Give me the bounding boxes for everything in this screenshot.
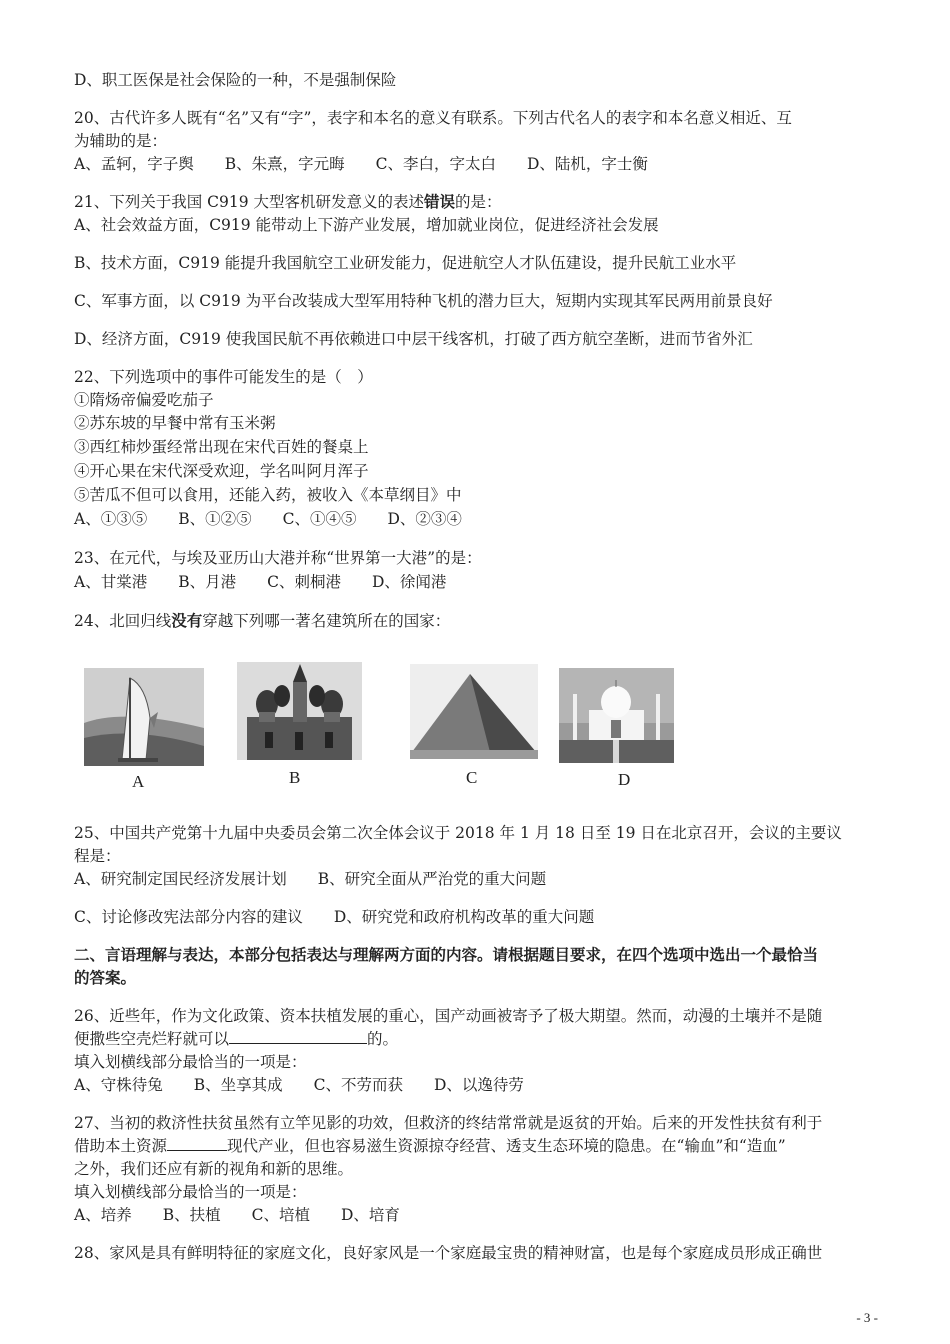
q19-option-d: D、职工医保是社会保险的一种，不是强制保险 [74,71,397,89]
q27-stem-line3: 之外，我们还应有新的视角和新的思维。 [74,1160,354,1178]
q22-statement-4: ④开心果在宋代深受欢迎，学名叫阿月浑子 [74,462,369,480]
q24-figure-row [74,650,714,810]
q27-stem-line1: 27、当初的救济性扶贫虽然有立竿见影的功效，但救济的终结常常就是返贫的开始。后来的开发性扶贫有利于 [74,1114,823,1132]
q21-option-a: A、社会效益方面，C919 能带动上下游产业发展，增加就业岗位，促进经济社会发展 [74,216,659,234]
q26-stem-line2 [74,1028,398,1050]
q25-stem-line1: 25、中国共产党第十九届中央委员会第二次全体会议于 2018 年 1 月 18 日至 19 日在北京召开，会议的主要议 [74,824,842,842]
q25-options-ab: A、研究制定国民经济发展计划 B、研究全面从严治党的重大问题 [74,870,547,888]
q25-options-cd: C、讨论修改宪法部分内容的建议 D、研究党和政府机构改革的重大问题 [74,908,595,926]
q24-emphasis: 没有 [171,611,203,630]
q20-stem-line2: 为辅助的是： [74,132,168,150]
q22-statement-3: ③西红柿炒蛋经常出现在宋代百姓的餐桌上 [74,438,369,456]
q28-stem-line1: 28、家风是具有鲜明特征的家庭文化，良好家风是一个家庭最宝贵的精神财富，也是每个家庭成员形成正确世 [74,1244,823,1262]
figure-caption-c: C [466,768,478,787]
figure-caption-b: B [289,768,301,787]
q23-options: A、甘棠港 B、月港 C、刺桐港 D、徐闻港 [74,573,447,591]
page-number: - 3 - [856,1310,878,1325]
q22-statement-1: ①隋炀帝偏爱吃茄子 [74,391,214,409]
q26-stem-tail: 的。 [367,1030,399,1048]
q26-prompt: 填入划横线部分最恰当的一项是： [74,1053,307,1071]
q26-blank [229,1028,367,1044]
q21-option-d: D、经济方面，C919 使我国民航不再依赖进口中层干线客机，打破了西方航空垄断，进而节省外汇 [74,330,753,348]
q24-stem [74,610,450,632]
q26-stem-text: 便撒些空壳烂籽就可以 [74,1030,230,1048]
q27-stem-line2 [74,1135,786,1157]
q26-stem-line1: 26、近些年，作为文化政策、资本扶植发展的重心，国产动画被寄予了极大期望。然而，动漫的土壤并不是随 [74,1007,823,1025]
q20-options: A、孟轲，字子舆 B、朱熹，字元晦 C、李白，字太白 D、陆机，字士衡 [74,155,648,173]
q22-stem: 22、下列选项中的事件可能发生的是（ ） [74,368,373,386]
section2-heading-line2: 的答案。 [74,968,137,987]
q27-stem-text: 借助本土资源 [74,1137,168,1155]
q27-prompt: 填入划横线部分最恰当的一项是： [74,1183,307,1201]
q26-options: A、守株待兔 B、坐享其成 C、不劳而获 D、以逸待劳 [74,1076,524,1094]
q21-stem-text: 21、下列关于我国 C919 大型客机研发意义的表述 [74,193,425,211]
q21-emphasis: 错误 [424,192,456,211]
q27-blank [167,1135,227,1151]
q24-stem-text: 24、北回归线 [74,612,172,630]
q22-options: A、①③⑤ B、①②⑤ C、①④⑤ D、②③④ [74,510,462,528]
burj-al-arab-image [84,668,204,766]
q27-stem-tail: 现代产业，但也容易滋生资源掠夺经营、透支生态环境的隐患。在“输血”和“造血” [227,1137,786,1155]
q27-options: A、培养 B、扶植 C、培植 D、培育 [74,1206,400,1224]
q22-statement-5: ⑤苦瓜不但可以食用，还能入药，被收入《本草纲目》中 [74,486,462,504]
q21-option-b: B、技术方面，C919 能提升我国航空工业研发能力，促进航空人才队伍建设，提升民航工业水平 [74,254,737,272]
section2-heading-line1: 二、言语理解与表达，本部分包括表达与理解两方面的内容。请根据题目要求，在四个选项中选出一个最恰当 [74,945,819,964]
q21-stem [74,191,502,213]
taj-mahal-image [559,668,674,763]
q23-stem: 23、在元代，与埃及亚历山大港并称“世界第一大港”的是： [74,549,482,567]
figure-caption-d: D [618,770,631,789]
q22-statement-2: ②苏东坡的早餐中常有玉米粥 [74,414,276,432]
q21-stem-tail: 的是： [455,193,502,211]
q20-stem-line1: 20、古代许多人既有“名”又有“字”，表字和本名的意义有联系。下列古代名人的表字和本名意义相近、互 [74,109,792,127]
q24-stem-tail: 穿越下列哪一著名建筑所在的国家： [202,612,451,630]
q21-option-c: C、军事方面，以 C919 为平台改装成大型军用特种飞机的潜力巨大，短期内实现其军民两用前景良好 [74,292,773,310]
saint-basils-cathedral-image [237,662,362,760]
q25-stem-line2: 程是： [74,847,121,865]
great-pyramid-image [410,664,538,759]
figure-caption-a: A [132,772,145,791]
